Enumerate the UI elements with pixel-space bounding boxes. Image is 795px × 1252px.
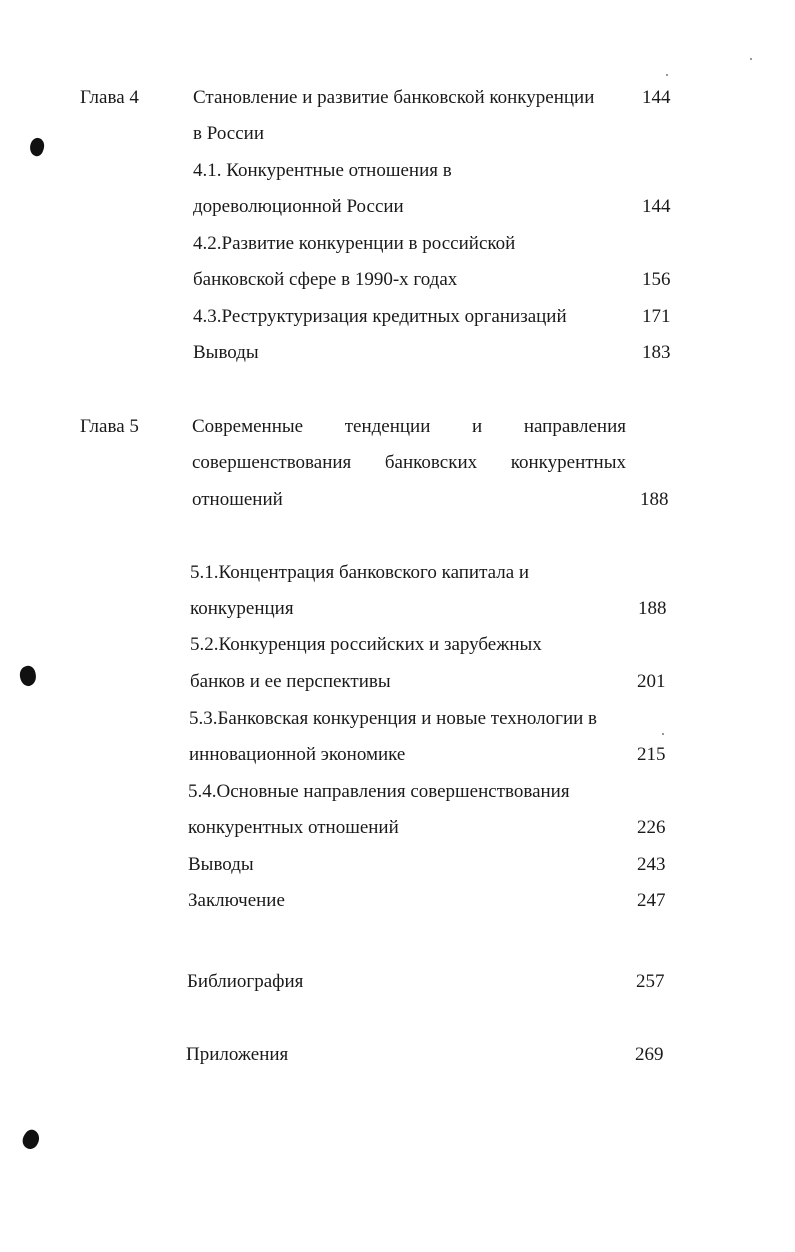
speck [666,74,668,76]
bibliography-entry: Библиография [187,971,304,992]
title-word: банковских [384,452,478,473]
section-4-2-cont: банковской сфере в 1990-х годах [193,269,458,290]
conclusion-entry: Заключение [188,890,285,911]
section-4-1-cont: дореволюционной России [193,196,404,217]
page-number: 183 [642,342,671,363]
page-number: 215 [637,744,666,765]
chapter-4-title: Становление и развитие банковской конкуренции [193,87,595,108]
page-number: 171 [642,306,671,327]
chapter-4-conclusions: Выводы [193,342,259,363]
page-number: 144 [642,87,671,108]
section-5-1: 5.1.Концентрация банковского капитала и [190,562,530,583]
title-word: направления [523,416,626,437]
section-5-3-cont: инновационной экономике [189,744,406,765]
section-5-2: 5.2.Конкуренция российских и зарубежных [190,634,542,655]
section-4-1: 4.1. Конкурентные отношения в [193,160,452,181]
chapter-4-title-cont: в России [193,123,264,144]
appendices-entry: Приложения [186,1044,289,1065]
section-5-2-cont: банков и ее перспективы [190,671,391,692]
section-5-4: 5.4.Основные направления совершенствования [188,781,570,802]
section-5-4-cont: конкурентных отношений [188,817,399,838]
page-number: 257 [636,971,665,992]
title-word: тенденции [344,416,431,437]
page-number: 269 [635,1044,664,1065]
page-number: 156 [642,269,671,290]
speck [662,733,664,735]
chapter-4-label: Глава 4 [80,87,139,108]
page-number: 188 [640,489,669,510]
section-4-2: 4.2.Развитие конкуренции в российской [193,233,516,254]
title-word: Современные [192,416,304,437]
page-number: 188 [638,598,667,619]
page-number: 243 [637,854,666,875]
page-number: 247 [637,890,666,911]
chapter-5-conclusions: Выводы [188,854,254,875]
section-5-1-cont: конкуренция [190,598,294,619]
ink-blot [18,664,39,687]
title-word: конкурентных [510,452,626,473]
page-number: 144 [642,196,671,217]
speck [750,58,752,60]
ink-blot [27,136,46,158]
chapter-5-title [192,416,626,438]
page-number: 226 [637,817,666,838]
chapter-5-label: Глава 5 [80,416,139,437]
section-4-3: 4.3.Реструктуризация кредитных организаций [193,306,567,327]
title-word: и [472,416,483,437]
page-number: 201 [637,671,666,692]
title-word: совершенствования [192,452,352,473]
ink-blot [19,1127,43,1152]
section-5-3: 5.3.Банковская конкуренция и новые технологии в [189,708,597,729]
chapter-5-title-cont [192,452,626,474]
chapter-5-title-end: отношений [192,489,283,510]
